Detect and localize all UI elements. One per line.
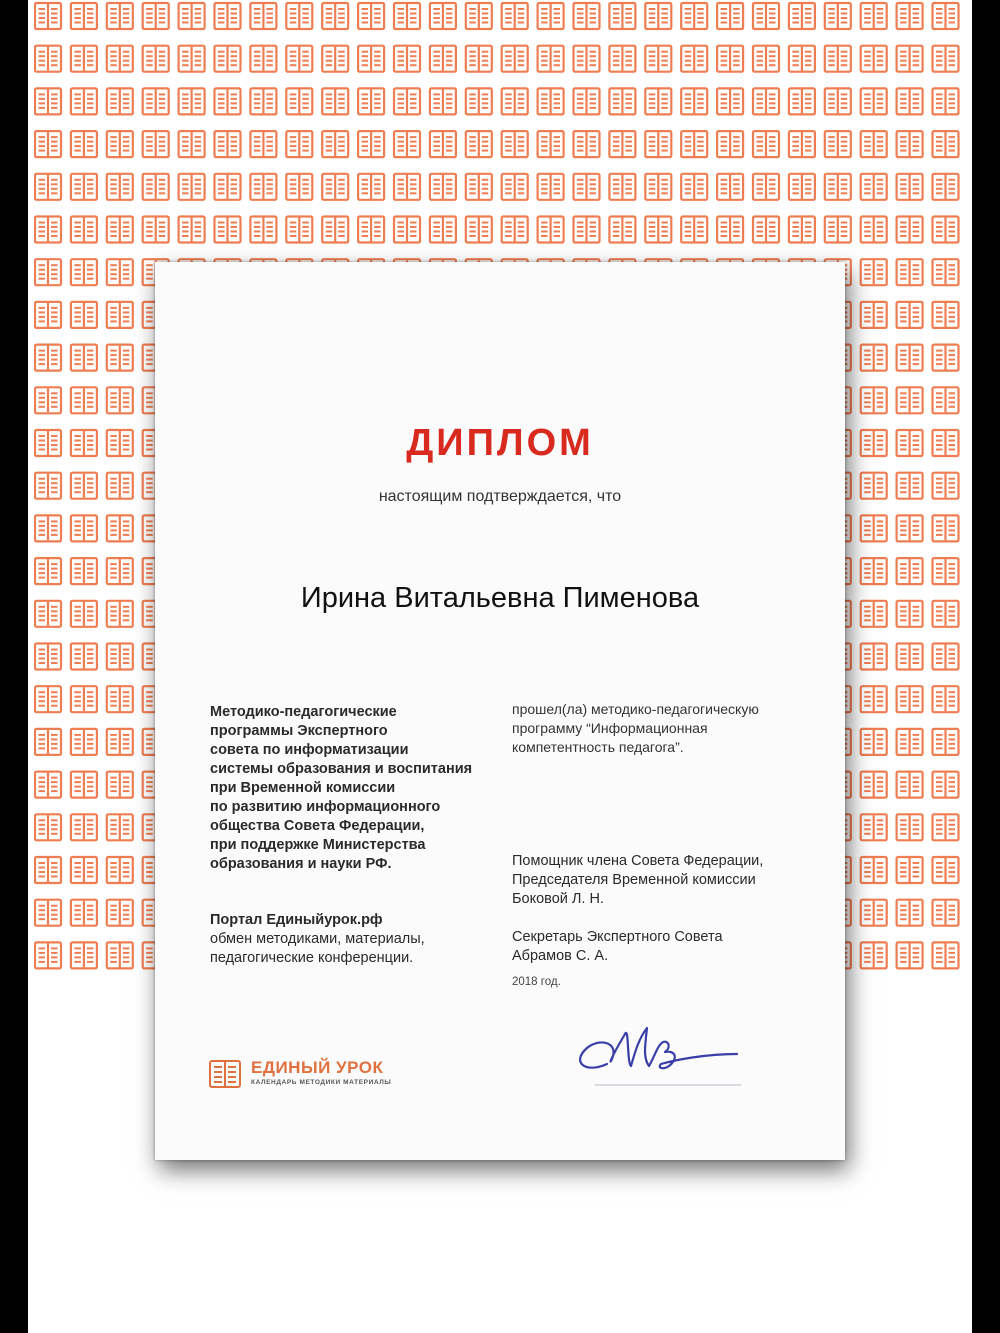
open-book-icon [609,3,635,29]
handwritten-signature [565,1012,745,1092]
open-book-icon [825,131,851,157]
open-book-icon [574,174,600,200]
open-book-icon [502,88,528,114]
open-book-icon [502,3,528,29]
open-book-icon [179,174,205,200]
open-book-icon [143,88,169,114]
open-book-icon [394,174,420,200]
open-book-icon [107,644,133,670]
open-book-icon [897,88,923,114]
open-book-icon [897,900,923,926]
open-book-icon [897,686,923,712]
open-book-icon [933,46,959,72]
open-book-icon [897,601,923,627]
open-book-icon [717,131,743,157]
open-book-icon [861,430,887,456]
open-book-icon [933,3,959,29]
open-book-icon [179,131,205,157]
assistant-line: Председателя Временной комиссии [512,872,756,888]
open-book-icon [861,387,887,413]
open-book-icon [286,174,312,200]
open-book-icon [35,387,61,413]
open-book-icon [861,644,887,670]
open-book-icon [322,88,348,114]
open-book-icon [71,46,97,72]
open-book-icon [358,88,384,114]
open-book-icon [933,259,959,285]
open-book-icon [71,644,97,670]
open-book-icon [681,88,707,114]
open-book-icon [71,558,97,584]
open-book-icon [179,46,205,72]
open-book-icon [861,3,887,29]
open-book-icon [107,131,133,157]
open-book-icon [645,88,671,114]
open-book-icon [753,131,779,157]
open-book-icon [71,900,97,926]
open-book-icon [933,558,959,584]
open-book-icon [250,217,276,243]
open-book-icon [71,131,97,157]
issuer-description [210,703,510,874]
open-book-icon [574,3,600,29]
open-book-icon [933,131,959,157]
open-book-icon [789,174,815,200]
open-book-icon [394,3,420,29]
open-book-icon [753,46,779,72]
open-book-icon [861,686,887,712]
open-book-icon [107,558,133,584]
open-book-icon [609,46,635,72]
program-line: программу “Информационная [512,720,708,736]
open-book-icon [35,814,61,840]
open-book-icon [897,46,923,72]
open-book-icon [250,88,276,114]
open-book-icon [466,88,492,114]
open-book-icon [143,3,169,29]
open-book-icon [933,900,959,926]
open-book-icon [933,515,959,541]
recipient-name: Ирина Витальевна Пименова [300,582,700,614]
open-book-icon [107,473,133,499]
open-book-icon [107,387,133,413]
open-book-icon [71,601,97,627]
open-book-icon [71,387,97,413]
open-book-icon [286,88,312,114]
assistant-line: Боковой Л. Н. [512,891,604,907]
open-book-icon [574,131,600,157]
open-book-icon [35,601,61,627]
open-book-icon [897,772,923,798]
open-book-icon [681,217,707,243]
open-book-icon [35,900,61,926]
open-book-icon [358,217,384,243]
open-book-icon [645,217,671,243]
open-book-icon [753,3,779,29]
open-book-icon [538,3,564,29]
open-book-icon [107,46,133,72]
open-book-icon [286,217,312,243]
open-book-icon [35,131,61,157]
open-book-icon [897,473,923,499]
open-book-icon [897,217,923,243]
open-book-icon [897,174,923,200]
issuer-line: образования и науки РФ. [210,856,392,872]
open-book-icon [107,217,133,243]
open-book-icon [502,217,528,243]
open-book-icon [538,88,564,114]
open-book-icon [215,217,241,243]
open-book-icon [933,857,959,883]
open-book-icon [861,131,887,157]
open-book-icon [107,430,133,456]
open-book-icon [286,3,312,29]
open-book-icon [322,3,348,29]
open-book-icon [107,345,133,371]
open-book-icon [645,46,671,72]
open-book-icon [861,259,887,285]
open-book-icon [35,729,61,755]
open-book-icon [933,686,959,712]
open-book-icon [215,3,241,29]
assistant-signatory [512,852,812,909]
open-book-icon [286,131,312,157]
open-book-icon [143,131,169,157]
open-book-icon [107,174,133,200]
open-book-icon [861,302,887,328]
open-book-icon [35,345,61,371]
open-book-icon [35,3,61,29]
open-book-icon [143,46,169,72]
open-book-icon [609,217,635,243]
program-line: прошел(ла) методико-педагогическую [512,701,759,717]
open-book-icon [71,430,97,456]
open-book-icon [897,430,923,456]
open-book-icon [71,772,97,798]
open-book-icon [717,3,743,29]
open-book-icon [35,942,61,968]
open-book-icon [789,3,815,29]
open-book-icon [717,88,743,114]
open-book-icon [753,217,779,243]
open-book-icon [861,174,887,200]
open-book-icon [861,900,887,926]
secretary-signatory [512,928,812,966]
open-book-icon [250,131,276,157]
issue-year: 2018 год. [512,976,561,988]
open-book-icon [861,601,887,627]
open-book-icon [394,46,420,72]
open-book-icon [897,857,923,883]
assistant-line: Помощник члена Совета Федерации, [512,853,764,869]
open-book-icon [250,174,276,200]
open-book-icon [71,729,97,755]
open-book-icon [609,174,635,200]
open-book-icon [215,174,241,200]
open-book-icon [35,686,61,712]
open-book-icon [430,3,456,29]
open-book-icon [35,259,61,285]
open-book-icon [179,3,205,29]
open-book-icon [143,217,169,243]
open-book-icon [538,46,564,72]
open-book-icon [574,88,600,114]
open-book-icon [861,729,887,755]
open-book-icon [430,174,456,200]
open-book-icon [897,729,923,755]
issuer-line: общества Совета Федерации, [210,818,425,834]
open-book-icon [897,515,923,541]
open-book-icon [209,1060,241,1088]
open-book-icon [107,942,133,968]
secretary-line: Абрамов С. А. [512,948,609,964]
open-book-icon [322,174,348,200]
open-book-icon [71,942,97,968]
open-book-icon [897,814,923,840]
open-book-icon [35,302,61,328]
open-book-icon [35,515,61,541]
open-book-icon [35,644,61,670]
program-line: компетентность педагога”. [512,739,684,755]
open-book-icon [861,814,887,840]
open-book-icon [71,345,97,371]
open-book-icon [717,217,743,243]
open-book-icon [107,814,133,840]
open-book-icon [933,345,959,371]
open-book-icon [861,88,887,114]
open-book-icon [71,515,97,541]
open-book-icon [933,430,959,456]
open-book-icon [107,3,133,29]
diploma-subtitle: настоящим подтверждается, что [378,488,622,505]
open-book-icon [143,174,169,200]
open-book-icon [538,217,564,243]
open-book-icon [107,900,133,926]
open-book-icon [215,88,241,114]
open-book-icon [107,729,133,755]
open-book-icon [861,345,887,371]
open-book-icon [466,3,492,29]
open-book-icon [358,174,384,200]
open-book-icon [466,131,492,157]
open-book-icon [250,3,276,29]
open-book-icon [107,515,133,541]
open-book-icon [322,46,348,72]
open-book-icon [430,131,456,157]
logo-tagline: КАЛЕНДАРЬ МЕТОДИКИ МАТЕРИАЛЫ [251,1079,392,1086]
open-book-icon [71,88,97,114]
open-book-icon [71,686,97,712]
open-book-icon [215,131,241,157]
open-book-icon [358,131,384,157]
program-description [512,700,812,757]
open-book-icon [574,46,600,72]
open-book-icon [250,46,276,72]
open-book-icon [825,46,851,72]
open-book-icon [71,814,97,840]
diploma-title: ДИПЛОМ [406,422,594,464]
issuer-line: Методико-педагогические [210,704,397,720]
edinyi-urok-logo [209,1058,469,1092]
issuer-line: системы образования и воспитания [210,761,473,777]
logo-name: ЕДИНЫЙ УРОК [251,1058,384,1077]
open-book-icon [825,174,851,200]
open-book-icon [358,46,384,72]
open-book-icon [825,3,851,29]
open-book-icon [71,217,97,243]
open-book-icon [394,217,420,243]
open-book-icon [107,686,133,712]
open-book-icon [861,772,887,798]
open-book-icon [897,387,923,413]
portal-line: педагогические конференции. [210,950,414,966]
open-book-icon [717,174,743,200]
open-book-icon [107,772,133,798]
open-book-icon [933,302,959,328]
open-book-icon [107,302,133,328]
open-book-icon [35,88,61,114]
open-book-icon [933,942,959,968]
open-book-icon [681,131,707,157]
open-book-icon [466,46,492,72]
issuer-line: программы Экспертного [210,723,388,739]
issuer-line: по развитию информационного [210,799,441,815]
open-book-icon [933,88,959,114]
open-book-icon [286,46,312,72]
portal-title: Портал Единыйурок.рф [210,912,383,928]
open-book-icon [681,46,707,72]
open-book-icon [861,857,887,883]
open-book-icon [789,217,815,243]
open-book-icon [825,88,851,114]
open-book-icon [107,857,133,883]
page [28,0,972,1333]
open-book-icon [645,3,671,29]
open-book-icon [645,131,671,157]
open-book-icon [358,3,384,29]
secretary-line: Секретарь Экспертного Совета [512,929,723,945]
open-book-icon [71,3,97,29]
open-book-icon [538,131,564,157]
open-book-icon [933,729,959,755]
open-book-icon [681,174,707,200]
open-book-icon [933,473,959,499]
open-book-icon [897,302,923,328]
open-book-icon [35,473,61,499]
open-book-icon [394,131,420,157]
open-book-icon [825,217,851,243]
open-book-icon [430,217,456,243]
open-book-icon [933,772,959,798]
open-book-icon [71,259,97,285]
open-book-icon [897,131,923,157]
open-book-icon [609,88,635,114]
open-book-icon [502,131,528,157]
open-book-icon [681,3,707,29]
open-book-icon [861,217,887,243]
open-book-icon [753,174,779,200]
open-book-icon [179,217,205,243]
open-book-icon [717,46,743,72]
open-book-icon [35,217,61,243]
open-book-icon [502,46,528,72]
open-book-icon [574,217,600,243]
open-book-icon [609,131,635,157]
open-book-icon [897,345,923,371]
portal-line: обмен методиками, материалы, [210,931,425,947]
open-book-icon [933,174,959,200]
open-book-icon [322,131,348,157]
open-book-icon [897,558,923,584]
open-book-icon [71,857,97,883]
open-book-icon [35,558,61,584]
open-book-icon [107,601,133,627]
open-book-icon [645,174,671,200]
open-book-icon [933,387,959,413]
open-book-icon [933,644,959,670]
open-book-icon [933,601,959,627]
open-book-icon [897,259,923,285]
open-book-icon [107,88,133,114]
portal-info [210,911,510,968]
open-book-icon [35,857,61,883]
open-book-icon [897,644,923,670]
open-book-icon [466,217,492,243]
open-book-icon [179,88,205,114]
open-book-icon [789,46,815,72]
open-book-icon [35,772,61,798]
open-book-icon [35,46,61,72]
open-book-icon [215,46,241,72]
open-book-icon [538,174,564,200]
issuer-line: совета по информатизации [210,742,409,758]
open-book-icon [107,259,133,285]
open-book-icon [430,88,456,114]
open-book-icon [933,814,959,840]
open-book-icon [789,131,815,157]
open-book-icon [71,473,97,499]
open-book-icon [35,174,61,200]
open-book-icon [861,558,887,584]
open-book-icon [897,3,923,29]
open-book-icon [753,88,779,114]
open-book-icon [71,174,97,200]
issuer-line: при поддержке Министерства [210,837,426,853]
open-book-icon [897,942,923,968]
open-book-icon [502,174,528,200]
open-book-icon [322,217,348,243]
open-book-icon [430,46,456,72]
open-book-icon [394,88,420,114]
open-book-icon [861,515,887,541]
open-book-icon [933,217,959,243]
diploma-certificate [155,262,845,1160]
open-book-icon [789,88,815,114]
open-book-icon [35,430,61,456]
issuer-line: при Временной комиссии [210,780,396,796]
open-book-icon [466,174,492,200]
open-book-icon [71,302,97,328]
open-book-icon [861,46,887,72]
open-book-icon [861,473,887,499]
open-book-icon [861,942,887,968]
